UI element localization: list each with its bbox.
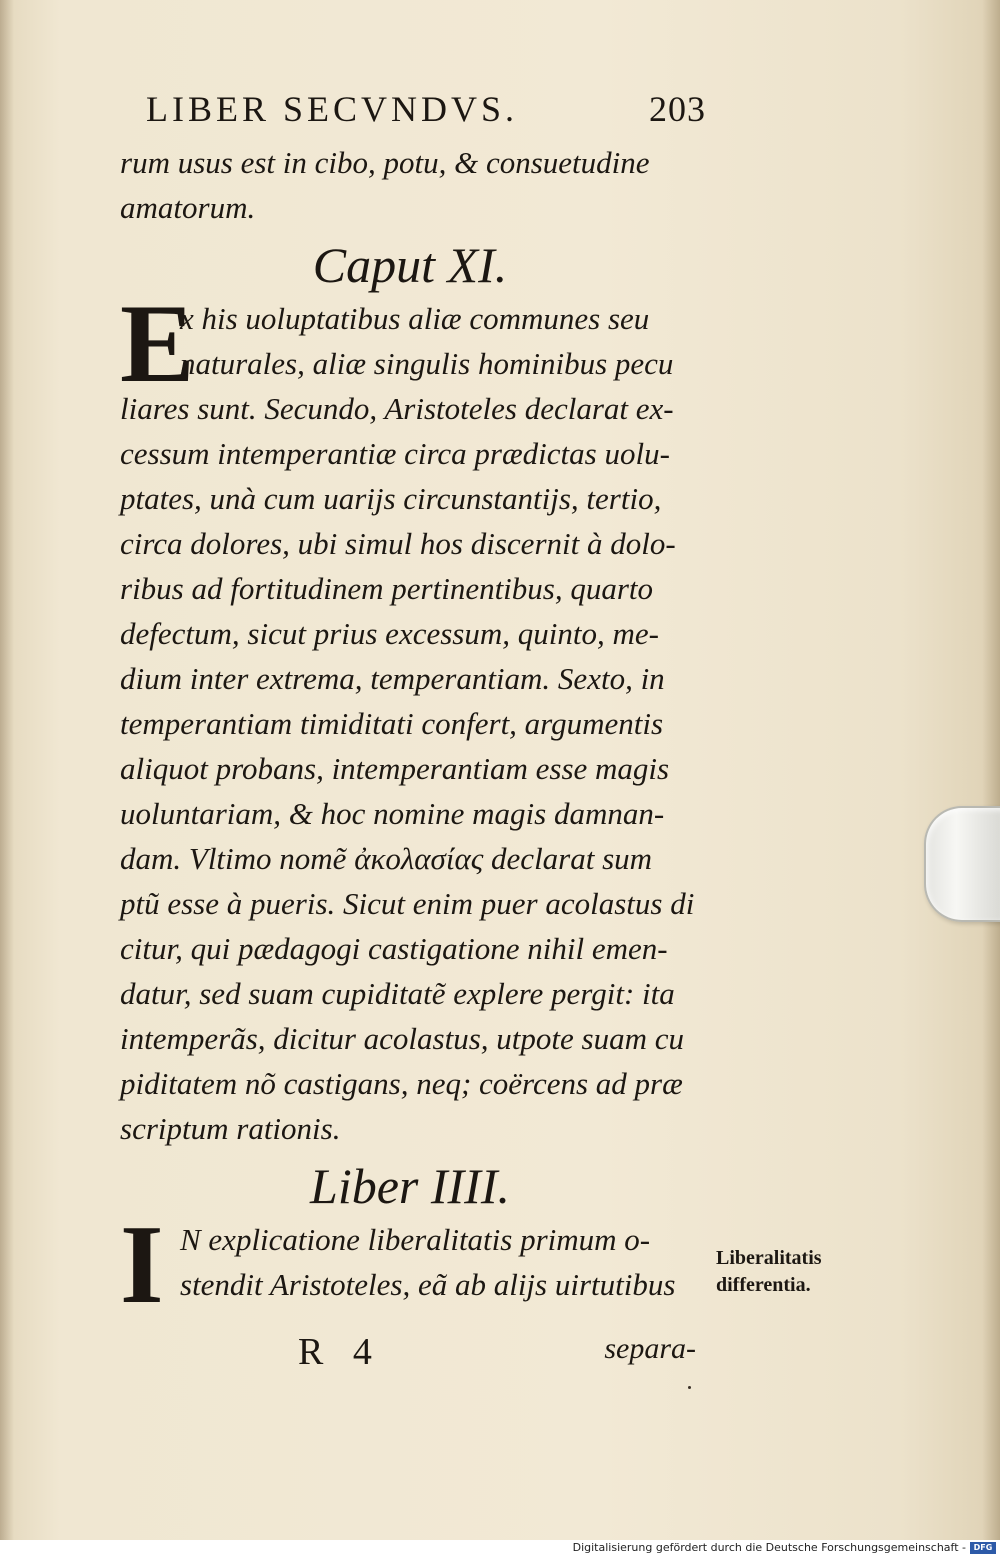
book-paragraph — [120, 1203, 700, 1327]
text-line: x his uoluptatibus aliæ communes seu — [180, 301, 650, 336]
text-line: circa dolores, ubi simul hos discernit à dolo- — [120, 526, 676, 561]
text-line: stendit Aristoteles, eã ab alijs uirtutibus — [180, 1267, 676, 1302]
text-line: intemperãs, dicitur acolastus, utpote suam cu — [120, 1021, 684, 1056]
running-head-title: LIBER SECVNDVS. — [146, 89, 519, 129]
text-line: ptũ esse à pueris. Sicut enim puer acolastus di — [120, 886, 695, 921]
text-line: dium inter extrema, temperantiam. Sexto, in — [120, 661, 665, 696]
margin-note-line: Liberalitatis — [716, 1247, 822, 1269]
page-footer — [0, 1330, 700, 1380]
page-gutter-shadow — [0, 0, 14, 1540]
show-through-right — [744, 190, 894, 810]
text-line: liares sunt. Secundo, Aristoteles declarat ex- — [120, 391, 674, 426]
digitization-notice: Digitalisierung gefördert durch die Deutsche Forschungsgemeinschaft - — [572, 1541, 966, 1554]
drop-cap-initial: E — [120, 282, 195, 406]
text-line: dam. Vltimo nomẽ ἀκολασίας declarat sum — [120, 841, 653, 876]
chapter-paragraph — [120, 282, 700, 1151]
text-line: ribus ad fortitudinem pertinentibus, quarto — [120, 571, 654, 606]
text-line: citur, qui pædagogi castigatione nihil emen- — [120, 931, 668, 966]
text-line: naturales, aliæ singulis hominibus pecu — [180, 346, 674, 381]
text-line: datur, sed suam cupiditatẽ explere pergit: ita — [120, 976, 675, 1011]
chapter-heading: Caput XI. — [312, 237, 508, 293]
catchword: separa- — [604, 1332, 696, 1365]
text-line: cessum intemperantiæ circa prædictas uolu- — [120, 436, 670, 471]
text-line: defectum, sicut prius excessum, quinto, me- — [120, 616, 659, 651]
signature-mark: R 4 — [298, 1331, 382, 1373]
running-head — [146, 84, 706, 132]
page-clip — [924, 806, 1000, 922]
text-line: N explicatione liberalitatis primum o- — [180, 1222, 651, 1257]
margin-note — [716, 1245, 866, 1299]
text-line: amatorum. — [120, 190, 256, 225]
text-line: ptates, unà cum uarijs circunstantijs, tertio, — [120, 481, 662, 516]
book-heading: Liber IIII. — [310, 1158, 510, 1214]
text-line: temperantiam timiditati confert, argumentis — [120, 706, 664, 741]
margin-note-line: differentia. — [716, 1274, 811, 1296]
dfg-logo: DFG — [970, 1542, 996, 1554]
text-line: piditatem nõ castigans, neq; coërcens ad præ — [120, 1066, 683, 1101]
body-text — [120, 140, 700, 1327]
text-line: rum usus est in cibo, potu, & consuetudine — [120, 145, 650, 180]
page-number: 203 — [649, 89, 706, 129]
text-line: uoluntariam, & hoc nomine magis damnan- — [120, 796, 665, 831]
page-fore-edge-shadow — [982, 0, 1000, 1540]
text-line: aliquot probans, intemperantiam esse magis — [120, 751, 670, 786]
ink-speck — [688, 1386, 691, 1389]
drop-cap-initial: I — [120, 1203, 164, 1327]
digitization-footer — [0, 1540, 1000, 1557]
text-line: scriptum rationis. — [120, 1111, 341, 1146]
